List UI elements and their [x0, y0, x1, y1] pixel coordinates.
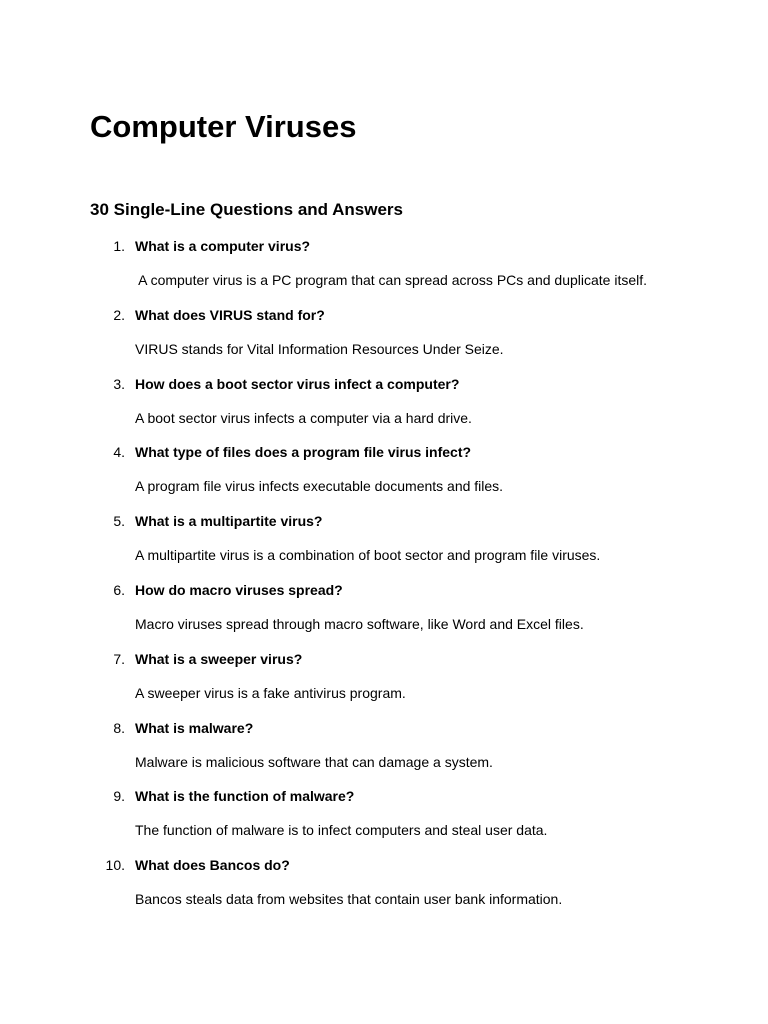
qa-item — [0, 236, 768, 305]
item-number: 8. — [113, 719, 125, 736]
item-number: 3. — [113, 375, 125, 392]
item-number: 2. — [113, 306, 125, 323]
qa-item — [0, 718, 768, 787]
item-number: 1. — [113, 238, 125, 254]
answer-text: Malware is malicious software that can damage a system. — [135, 753, 493, 770]
item-number: 10. — [105, 857, 125, 874]
answer-text: Macro viruses spread through macro software, like Word and Excel files. — [135, 615, 584, 632]
item-number: 5. — [113, 513, 125, 530]
qa-item — [0, 649, 768, 718]
qa-list — [0, 236, 768, 924]
item-number: 6. — [113, 581, 125, 598]
qa-item — [0, 580, 768, 649]
answer-text: A program file virus infects executable documents and files. — [135, 478, 504, 495]
answer-text: Bancos steals data from websites that contain user bank information. — [135, 891, 563, 908]
question-text: What is a multipartite virus? — [135, 513, 323, 530]
question-text: What is a sweeper virus? — [135, 650, 303, 667]
question-text: What is a computer virus? — [135, 238, 311, 254]
item-number: 9. — [113, 788, 125, 805]
answer-text: A computer virus is a PC program that can spread across PCs and duplicate itself. — [135, 272, 648, 288]
item-number: 7. — [113, 650, 125, 667]
question-text: How do macro viruses spread? — [135, 581, 343, 598]
qa-item — [0, 442, 768, 511]
question-text: How does a boot sector virus infect a computer? — [135, 375, 460, 392]
answer-text: A sweeper virus is a fake antivirus program. — [135, 684, 406, 701]
qa-item — [0, 855, 768, 924]
question-text: What does Bancos do? — [135, 857, 290, 874]
question-text: What is malware? — [135, 719, 254, 736]
item-number: 4. — [113, 444, 125, 461]
answer-text: VIRUS stands for Vital Information Resources Under Seize. — [135, 340, 504, 357]
question-text: What is the function of malware? — [135, 788, 355, 805]
qa-item — [0, 511, 768, 580]
answer-text: A multipartite virus is a combination of boot sector and program file viruses. — [135, 547, 601, 564]
question-text: What does VIRUS stand for? — [135, 306, 325, 323]
answer-text: The function of malware is to infect computers and steal user data. — [135, 822, 548, 839]
answer-text: A boot sector virus infects a computer via a hard drive. — [135, 409, 472, 426]
page-title: Computer Viruses — [90, 109, 357, 144]
question-text: What type of files does a program file virus infect? — [135, 444, 472, 461]
qa-item — [0, 786, 768, 855]
section-subtitle: 30 Single-Line Questions and Answers — [90, 200, 403, 219]
qa-item — [0, 305, 768, 374]
qa-item — [0, 374, 768, 443]
